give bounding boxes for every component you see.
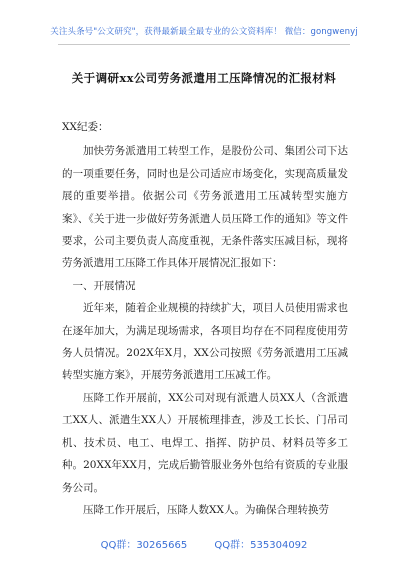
paragraph-after-reduction: 压降工作开展后，压降人数XX人。为确保合理转换劳 [83, 503, 329, 516]
paragraph-intro: 加快劳务派遣用工转型工作，是股份公司、集团公司下达的一项重要任务，同时也是公司适应市场变化，实现高质量发展的重要举措。依据公司《劳务派遣用工压减转型实施方案》、《关于进一步做好劳务派遣人员压降工作的通知》等文件要求，公司主要负责人高度重视，无条件落实压减目标，现将劳务派遣用工压降工作具体开展情况汇报如下： [62, 145, 348, 270]
header-divider [58, 44, 350, 45]
paragraph-before-reduction: 压降工作开展前，XX公司对现有派遣人员XX人（含派遣工XX人、派遣生XX人）开展梳理排查，涉及工长长、门吊司机、技术员、电工、电焊工、指挥、防护员、材料员等多工种。20XX年XX月，完成后勤管服业务外包给有资质的专业服务公司。 [62, 391, 348, 494]
header-note: 关注头条号"公文研究"，获得最新最全最专业的公文资料库！ 微信：gongwenyj [50, 27, 358, 37]
document-title: 关于调研xx公司劳务派遣用工压降情况的汇报材料 [71, 71, 337, 85]
salutation: XX纪委： [62, 121, 109, 133]
document-body [62, 116, 348, 521]
footer-qq-group-2: QQ群：535304092 [214, 540, 308, 551]
paragraph-background: 近年来，随着企业规模的持续扩大，项目人员使用需求也在逐年加大，为满足现场需求，各项目均存在不同程度使用劳务人员情况。202X年X月，XX公司按照《劳务派遣用工压减转型实施方案》，开展劳务派遣用工压减工作。 [62, 302, 348, 382]
footer [0, 536, 408, 551]
section-heading: 一、开展情况 [72, 279, 136, 292]
footer-qq-group-1: QQ群：30265665 [100, 540, 188, 551]
